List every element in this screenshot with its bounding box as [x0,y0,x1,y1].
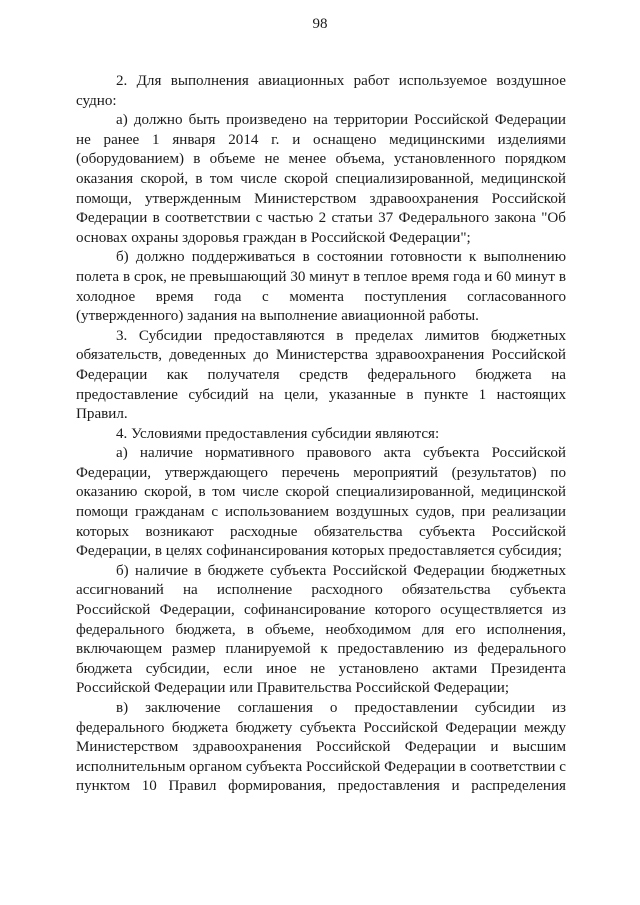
paragraph-4a: а) наличие нормативного правового акта субъекта Российской Федерации, утверждающего перечень мероприятий (результатов) по оказанию скорой, в том числе скорой специализированной, медицинской помощи гражданам с использованием воздушных судов, при реализации которых возникают расходные обязательства субъекта Российской Федерации, в целях софинансирования которых предоставляется субсидия; [76,445,566,560]
document-body [76,72,566,797]
paragraph-3: 3. Субсидии предоставляются в пределах лимитов бюджетных обязательств, доведенных до Министерства здравоохранения Российской Федерации как получателя средств федерального бюджета на предоставление субсидий на цели, указанные в пункте 1 настоящих Правил. [76,327,566,423]
paragraph-2a: а) должно быть произведено на территории Российской Федерации не ранее 1 января 2014 г. и оснащено медицинскими изделиями (оборудованием) в объеме не менее объема, установленного порядком оказания скорой, в том числе скорой специализированной, медицинской помощи, утвержденным Министерством здравоохранения Российской Федерации в соответствии с частью 2 статьи 37 Федерального закона "Об основах охраны здоровья граждан в Российской Федерации"; [76,112,566,246]
page-number: 98 [312,16,328,32]
paragraph-2b: б) должно поддерживаться в состоянии готовности к выполнению полета в срок, не превышающий 30 минут в теплое время года и 60 минут в холодное время года с момента поступления согласованного (утвержденного) задания на выполнение авиационной работы. [76,249,566,325]
paragraph-4v: в) заключение соглашения о предоставлении субсидии из федерального бюджета бюджету субъекта Российской Федерации между Министерством здравоохранения Российской Федерации и высшим исполнительным органом субъекта Российской Федерации в соответствии с пунктом 10 Правил формирования, предоставления и распределения [76,700,566,795]
paragraph-2: 2. Для выполнения авиационных работ используемое воздушное судно: [76,73,566,109]
paragraph-4b: б) наличие в бюджете субъекта Российской Федерации бюджетных ассигнований на исполнение расходного обязательства субъекта Российской Федерации, софинансирование которого осуществляется из федерального бюджета, в объеме, необходимом для его исполнения, включающем размер планируемой к предоставлению из федерального бюджета субсидии, если иное не установлено актами Президента Российской Федерации или Правительства Российской Федерации; [76,562,566,697]
paragraph-4: 4. Условиями предоставления субсидии являются: [116,425,440,442]
